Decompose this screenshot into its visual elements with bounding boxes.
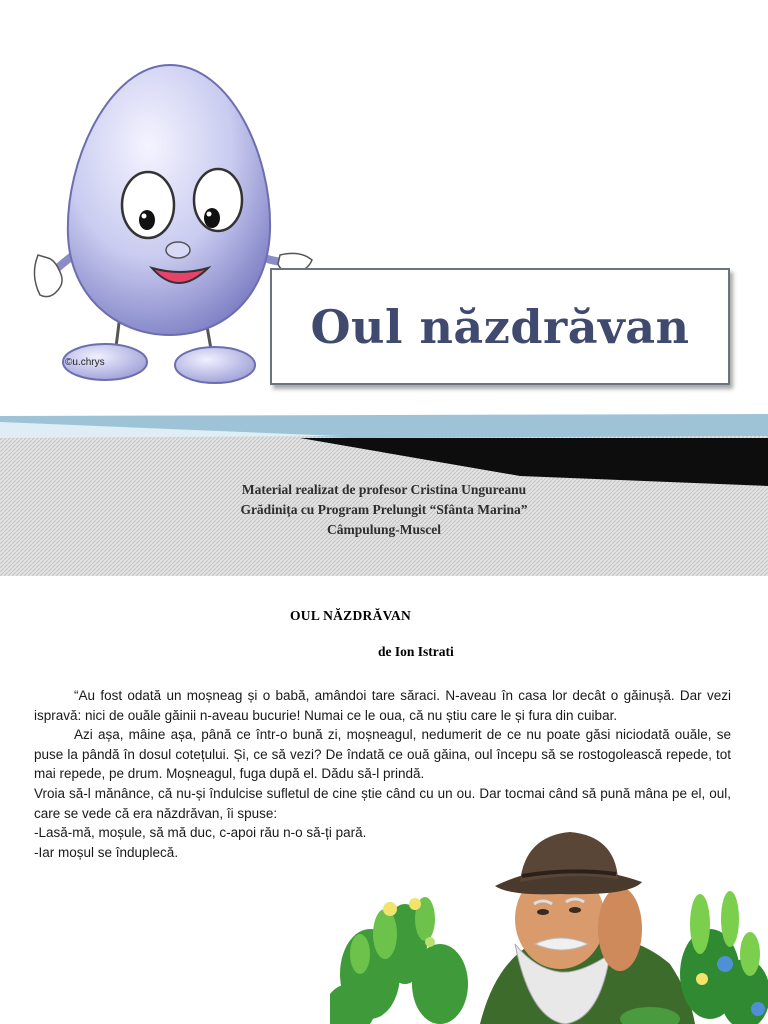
slide-title: Oul năzdrăvan [310, 299, 690, 354]
story-paragraph-3: Vroia să-l mănânce, că nu-și îndulcise sufletul de cine știe când cu un ou. Dar tocmai când să pună mâna pe el, oul, care se vede că era năzdrăvan, îi spuse: [34, 785, 731, 821]
credit-city: Câmpulung-Muscel [326, 522, 441, 537]
story-paragraph-1: “Au fost odată un moșneag și o babă, amândoi tare săraci. N-aveau în casa lor decât o găinușă. Dar vezi ispravă: nici de ouăle găinii n-aveau bucurie! Numai ce le oua, că nu știu care le și fura din cuibar. [34, 688, 731, 723]
story-paragraph-2: Azi așa, mâine așa, până ce într-o bună zi, moșneagul, nedumerit de ce nu poate găsi niciodată ouăle, se puse la pândă în dosul cotețului. Și, ce să vezi? De îndată ce ouă găina, oul începu să se rostogolească repede, tot mai repede, pe drum. Moșneagul, fuga după el. Dădu să-l prindă. [34, 727, 731, 782]
story-dialog-2: -Iar moșul se înduplecă. [34, 844, 179, 860]
credit-school: Grădinița cu Program Prelungit “Sfânta Marina” [240, 502, 528, 517]
story-section [0, 576, 768, 1024]
credit-author: Material realizat de profesor Cristina Ungureanu [241, 482, 527, 497]
story-author: de Ion Istrati [378, 644, 454, 659]
title-box [270, 268, 730, 385]
credits [0, 480, 768, 540]
story-title: OUL NĂZDRĂVAN [290, 608, 412, 623]
old-man-with-plants-illustration [330, 824, 768, 1024]
story-dialog-1: -Lasă-mă, moșule, să mă duc, c-apoi rău n-o să-ți pară. [34, 825, 367, 841]
copyright-mark: ©u.chrys [65, 357, 105, 368]
